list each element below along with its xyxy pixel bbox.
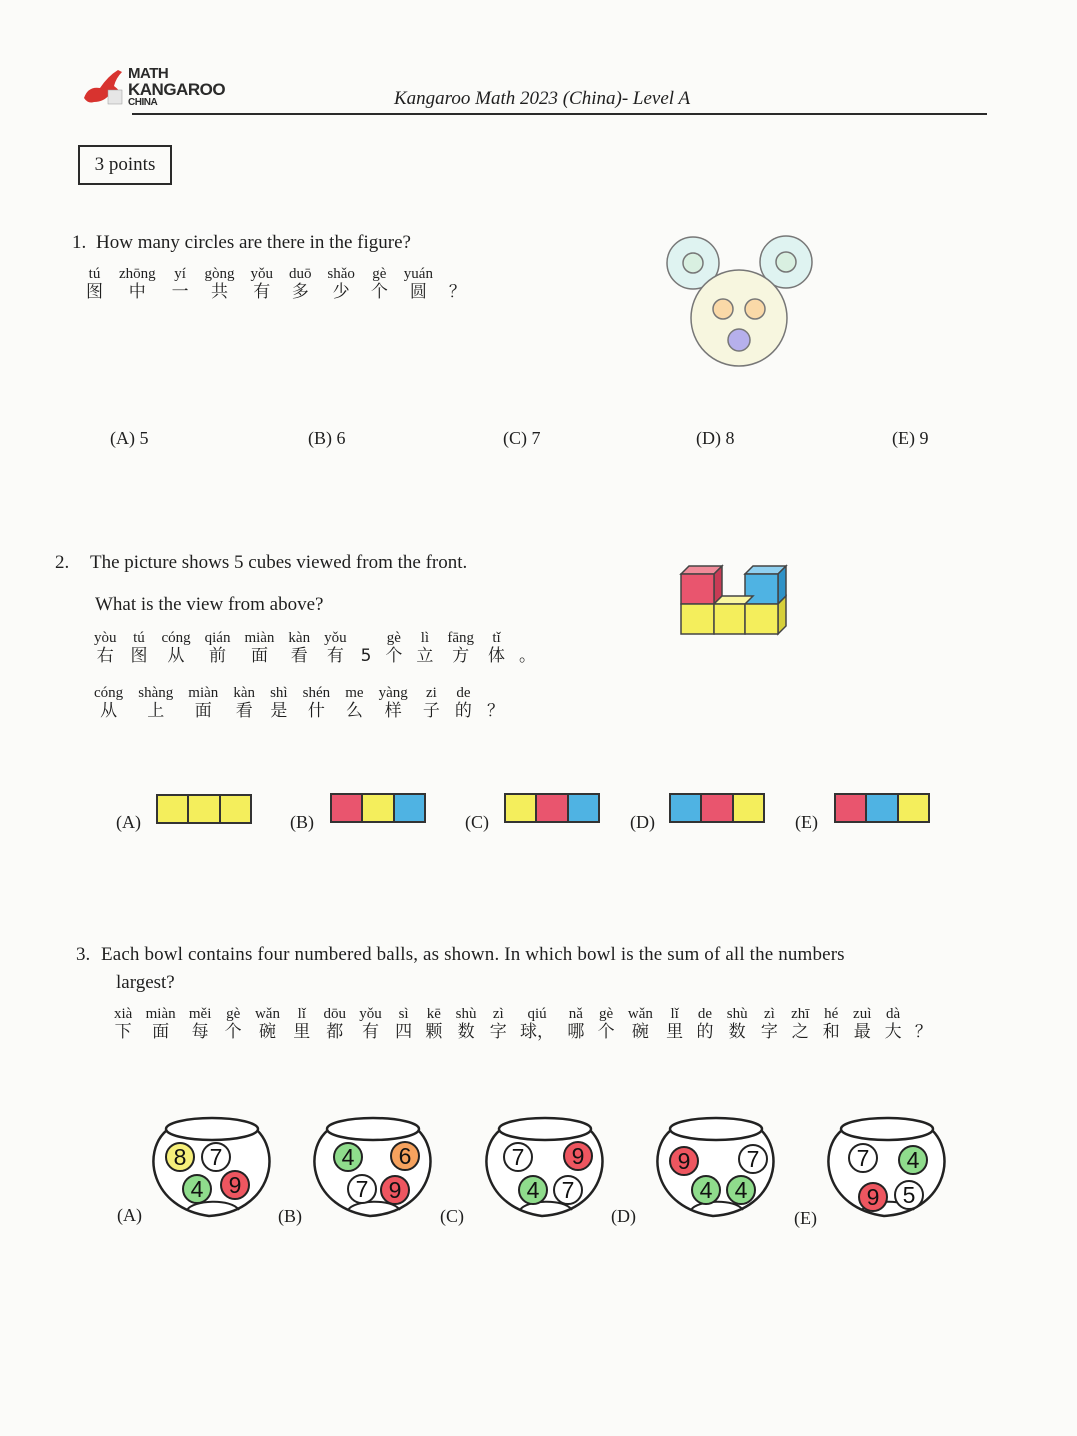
bowl-rim: [327, 1118, 419, 1140]
hanzi-character: 看: [290, 646, 308, 666]
pinyin-syllable: qián: [204, 630, 231, 646]
pinyin-syllable: nǎ: [568, 1006, 583, 1022]
hanzi-character: ？: [914, 1022, 932, 1042]
hanzi-character: 子: [422, 701, 440, 721]
pinyin-char: [161, 630, 190, 666]
q1-option[interactable]: [110, 428, 149, 449]
pinyin-char: [519, 630, 536, 666]
ball-number: 9: [388, 1177, 402, 1203]
pinyin-char: [288, 630, 310, 666]
cube-top-square: [569, 795, 598, 821]
pinyin-char: [189, 1006, 212, 1042]
pinyin-syllable: kàn: [233, 685, 256, 701]
pinyin-char: [915, 1006, 932, 1042]
bowl-rim: [670, 1118, 762, 1140]
header-divider: [132, 113, 987, 115]
pinyin-syllable: yǒu: [359, 1006, 382, 1022]
q3-option-letter[interactable]: (C): [440, 1206, 464, 1226]
hanzi-character: 每: [191, 1022, 209, 1042]
q3-bowl[interactable]: [147, 1112, 279, 1224]
pinyin-char: [423, 685, 440, 721]
hanzi-character: 个: [224, 1022, 242, 1042]
right-eye-circle: [745, 299, 765, 319]
q2-option-top-view[interactable]: [156, 794, 252, 824]
pinyin-syllable: shén: [302, 685, 331, 701]
pinyin-char: [449, 266, 466, 302]
hanzi-character: 碗: [631, 1022, 649, 1042]
pinyin-char: [205, 266, 235, 302]
hanzi-character: 里: [666, 1022, 684, 1042]
math-kangaroo-logo: [78, 64, 228, 110]
pinyin-syllable: yí: [174, 266, 186, 282]
cube-top-square: [332, 795, 363, 821]
ball-number: 7: [511, 1144, 525, 1170]
hanzi-character: 下: [114, 1022, 132, 1042]
pinyin-syllable: de: [697, 1006, 713, 1022]
bowl-rim: [499, 1118, 591, 1140]
hanzi-character: 体: [487, 646, 505, 666]
hanzi-character: 里: [293, 1022, 311, 1042]
pinyin-char: [487, 685, 504, 721]
q1-option[interactable]: [696, 428, 735, 449]
ball-number: 4: [734, 1177, 748, 1203]
q2-pinyin-line2: [94, 685, 504, 721]
pinyin-syllable: gòng: [204, 266, 235, 282]
q2-option-letter[interactable]: (C): [465, 812, 489, 832]
hanzi-character: 是: [270, 701, 288, 721]
ball-number: 4: [341, 1144, 355, 1170]
q2-text-line2: What is the view from above?: [95, 594, 324, 615]
bowl-rim: [166, 1118, 258, 1140]
pinyin-syllable: xià: [114, 1006, 133, 1022]
hanzi-character: 都: [326, 1022, 344, 1042]
hanzi-character: 图: [86, 282, 103, 302]
q3-bowl[interactable]: [480, 1112, 612, 1224]
ball-number: 5: [902, 1182, 916, 1208]
pinyin-char: [233, 685, 255, 721]
option-letter: (C): [503, 428, 527, 448]
pinyin-syllable: fāng: [447, 630, 474, 646]
hanzi-character: 碗: [258, 1022, 276, 1042]
cube-top-square: [867, 795, 898, 821]
hanzi-character: 图: [130, 646, 148, 666]
pinyin-char: [385, 630, 402, 666]
pinyin-char: [146, 1006, 176, 1042]
pinyin-char: [696, 1006, 713, 1042]
pinyin-char: [327, 266, 355, 302]
option-letter: (A): [110, 428, 135, 448]
pinyin-syllable: tú: [88, 266, 101, 282]
cube-top-square: [836, 795, 867, 821]
pinyin-syllable: zuì: [853, 1006, 872, 1022]
pinyin-syllable: shù: [455, 1006, 477, 1022]
q1-text: How many circles are there in the figure?: [96, 232, 411, 253]
pinyin-char: [666, 1006, 683, 1042]
pinyin-syllable: shǎo: [327, 266, 355, 282]
pinyin-char: [244, 630, 274, 666]
hanzi-character: 有: [362, 1022, 380, 1042]
pinyin-syllable: dōu: [323, 1006, 347, 1022]
q2-pinyin-line1: [94, 630, 536, 666]
pinyin-syllable: yàng: [378, 685, 408, 701]
pinyin-char: [885, 1006, 902, 1042]
pinyin-char: [205, 630, 231, 666]
ball-number: 7: [746, 1146, 760, 1172]
cube-top-square: [537, 795, 568, 821]
q3-text-line1: Each bowl contains four numbered balls, as shown. In which bowl is the sum of all the numbers: [101, 944, 845, 965]
logo-line-kangaroo: KANGAROO: [128, 80, 226, 99]
cube-top-square: [899, 795, 928, 821]
hanzi-character: 有: [326, 646, 344, 666]
pinyin-char: [490, 1006, 507, 1042]
cube-top-square: [734, 795, 763, 821]
hanzi-character: 字: [760, 1022, 778, 1042]
pinyin-syllable: yǒu: [324, 630, 347, 646]
mouth-circle: [728, 329, 750, 351]
pinyin-syllable: gè: [599, 1006, 614, 1022]
hanzi-character: 个: [370, 282, 388, 302]
hanzi-character: 前: [209, 646, 227, 666]
hanzi-character: 大: [884, 1022, 902, 1042]
hanzi-character: 多: [291, 282, 309, 302]
q1-option[interactable]: [308, 428, 346, 449]
pinyin-char: [456, 1006, 477, 1042]
cube-top-square: [158, 796, 189, 822]
pinyin-char: [628, 1006, 653, 1042]
cube-top-square: [189, 796, 220, 822]
pinyin-syllable: wǎn: [627, 1006, 653, 1022]
cube-top-square: [363, 795, 394, 821]
pinyin-syllable: zì: [492, 1006, 504, 1022]
pinyin-char: [404, 266, 433, 302]
hanzi-character: 球，: [520, 1022, 555, 1042]
cube-top-square: [671, 795, 702, 821]
pinyin-syllable: lǐ: [670, 1006, 679, 1022]
cubes-front-view-figure: [676, 560, 796, 640]
ball-number: 4: [906, 1147, 920, 1173]
pinyin-syllable: miàn: [244, 630, 275, 646]
pinyin-syllable: lǐ: [297, 1006, 306, 1022]
pinyin-char: [255, 1006, 280, 1042]
pinyin-char: [455, 685, 472, 721]
hanzi-character: ？: [448, 282, 466, 302]
pinyin-syllable: duō: [288, 266, 312, 282]
q2-option-top-view[interactable]: [669, 793, 765, 823]
option-letter: (E): [892, 428, 915, 448]
pinyin-char: [130, 630, 147, 666]
pinyin-char: [94, 685, 123, 721]
q2-option-top-view[interactable]: [504, 793, 600, 823]
hanzi-character: 数: [457, 1022, 475, 1042]
hanzi-character: 最: [853, 1022, 871, 1042]
pinyin-char: [94, 630, 117, 666]
pinyin-char: [114, 1006, 132, 1042]
pinyin-syllable: wǎn: [254, 1006, 280, 1022]
pinyin-syllable: shù: [726, 1006, 748, 1022]
pinyin-char: [293, 1006, 310, 1042]
pinyin-char: [361, 630, 372, 666]
hanzi-character: 。: [518, 646, 536, 666]
pinyin-syllable: de: [456, 685, 471, 701]
q3-number: 3.: [76, 944, 91, 965]
option-value: 7: [531, 428, 541, 448]
pinyin-char: [172, 266, 189, 302]
hanzi-character: 有: [253, 282, 271, 302]
pinyin-syllable: hé: [824, 1006, 839, 1022]
pinyin-char: [86, 266, 103, 302]
q2-option-top-view[interactable]: [834, 793, 930, 823]
hanzi-character: 从: [167, 646, 185, 666]
pinyin-char: [303, 685, 331, 721]
pinyin-syllable: zi: [425, 685, 437, 701]
pinyin-char: [447, 630, 474, 666]
pinyin-char: [395, 1006, 412, 1042]
pinyin-syllable: shì: [270, 685, 288, 701]
q2-option-letter[interactable]: (A): [116, 812, 141, 832]
option-value: 9: [919, 428, 929, 448]
pinyin-syllable: měi: [188, 1006, 212, 1022]
pinyin-syllable: zì: [763, 1006, 775, 1022]
option-value: 8: [725, 428, 735, 448]
pinyin-char: [791, 1006, 809, 1042]
hanzi-character: 方: [452, 646, 470, 666]
cube-top-square: [702, 795, 733, 821]
pinyin-syllable: gè: [386, 630, 401, 646]
q1-pinyin-line: [86, 266, 466, 302]
ball-number: 7: [856, 1145, 870, 1171]
pinyin-syllable: gè: [372, 266, 387, 282]
pinyin-char: [225, 1006, 242, 1042]
q1-number: 1.: [72, 232, 87, 253]
q3-bowl[interactable]: [651, 1112, 783, 1224]
pinyin-char: [761, 1006, 778, 1042]
option-letter: (B): [308, 428, 332, 448]
pinyin-syllable: zhī: [791, 1006, 810, 1022]
option-value: 5: [139, 428, 149, 448]
hanzi-character: 什: [307, 701, 325, 721]
hanzi-character: 和: [822, 1022, 840, 1042]
ball-number: 9: [677, 1148, 691, 1174]
hanzi-character: 哪: [567, 1022, 585, 1042]
q2-text-line1: The picture shows 5 cubes viewed from the front.: [90, 552, 468, 573]
points-section-label: 3 points: [78, 145, 172, 185]
hanzi-character: 圆: [409, 282, 427, 302]
q1-option[interactable]: [503, 428, 541, 449]
pinyin-char: [250, 266, 273, 302]
pinyin-char: [567, 1006, 584, 1042]
pinyin-syllable: zhōng: [118, 266, 156, 282]
pinyin-char: [345, 685, 363, 721]
pinyin-char: [371, 266, 388, 302]
q3-pinyin-line: [114, 1006, 932, 1042]
left-ear-inner-circle: [683, 253, 703, 273]
ball-number: 4: [190, 1176, 204, 1202]
hanzi-character: 么: [345, 701, 363, 721]
q3-bowl[interactable]: [308, 1112, 440, 1224]
q1-option[interactable]: [892, 428, 928, 449]
pinyin-char: [488, 630, 505, 666]
q3-option-letter[interactable]: (D): [611, 1206, 636, 1226]
hanzi-character: ？: [486, 701, 504, 721]
hanzi-character: 面: [194, 701, 212, 721]
ball-number: 6: [398, 1143, 412, 1169]
pinyin-syllable: me: [345, 685, 364, 701]
hanzi-character: 的: [454, 701, 472, 721]
logo-line-math: MATH: [128, 65, 169, 82]
pinyin-char: [324, 630, 347, 666]
cube-top-square: [221, 796, 250, 822]
ball-number: 7: [561, 1177, 575, 1203]
pinyin-char: [520, 1006, 554, 1042]
ball-number: 7: [209, 1144, 223, 1170]
pinyin-char: [138, 685, 173, 721]
pinyin-char: [270, 685, 288, 721]
pinyin-syllable: miàn: [145, 1006, 176, 1022]
pinyin-syllable: dà: [886, 1006, 901, 1022]
pinyin-syllable: kē: [426, 1006, 441, 1022]
hanzi-character: 数: [728, 1022, 746, 1042]
pinyin-syllable: cóng: [94, 685, 124, 701]
pinyin-syllable: gè: [226, 1006, 241, 1022]
ball-number: 9: [571, 1143, 585, 1169]
hanzi-character: 共: [211, 282, 229, 302]
pinyin-char: [425, 1006, 442, 1042]
hanzi-character: 样: [384, 701, 402, 721]
bowl-body: [314, 1130, 430, 1216]
q2-option-letter[interactable]: (B): [290, 812, 314, 832]
q3-bowl[interactable]: [822, 1112, 954, 1224]
pinyin-char: [823, 1006, 840, 1042]
hanzi-character: 个: [385, 646, 403, 666]
page-header-title: Kangaroo Math 2023 (China)- Level A: [394, 88, 691, 109]
option-letter: (D): [696, 428, 721, 448]
hanzi-character: 立: [416, 646, 434, 666]
q3-option-letter[interactable]: (E): [794, 1208, 817, 1228]
ball-number: 8: [173, 1144, 187, 1170]
hanzi-character: 一: [171, 282, 189, 302]
cube-top-square: [506, 795, 537, 821]
pinyin-char: [379, 685, 408, 721]
cube-top-square: [395, 795, 424, 821]
hanzi-character: 看: [235, 701, 253, 721]
q3-option-letter[interactable]: (B): [278, 1206, 302, 1226]
hanzi-character: 之: [791, 1022, 809, 1042]
pinyin-syllable: yǒu: [250, 266, 273, 282]
hanzi-character: 少: [332, 282, 350, 302]
q3-option-letter[interactable]: (A): [117, 1205, 142, 1225]
hanzi-character: 颗: [425, 1022, 443, 1042]
pinyin-char: [359, 1006, 382, 1042]
bowl-rim: [841, 1118, 933, 1140]
pinyin-syllable: sì: [398, 1006, 409, 1022]
q2-option-letter[interactable]: (D): [630, 812, 655, 832]
hanzi-character: 四: [395, 1022, 413, 1042]
mouse-circles-figure: [660, 234, 820, 374]
pinyin-char: [598, 1006, 615, 1042]
hanzi-character: 字: [489, 1022, 507, 1042]
ball-number: 4: [526, 1177, 540, 1203]
pinyin-char: [324, 1006, 347, 1042]
ball-number: 9: [866, 1184, 880, 1210]
pinyin-char: [416, 630, 433, 666]
ball-number: 7: [355, 1176, 369, 1202]
pinyin-char: [188, 685, 218, 721]
option-value: 6: [336, 428, 346, 448]
hanzi-character: 5: [360, 646, 372, 666]
hanzi-character: 中: [128, 282, 146, 302]
ball-number: 4: [699, 1177, 713, 1203]
pinyin-char: [119, 266, 156, 302]
pinyin-char: [727, 1006, 748, 1042]
hanzi-character: 面: [152, 1022, 170, 1042]
pinyin-syllable: qiú: [527, 1006, 547, 1022]
hanzi-character: 的: [696, 1022, 714, 1042]
hanzi-character: 从: [100, 701, 118, 721]
right-ear-inner-circle: [776, 252, 796, 272]
hanzi-character: 右: [96, 646, 114, 666]
pinyin-syllable: kàn: [288, 630, 311, 646]
q3-text-line2: largest?: [116, 972, 175, 993]
hanzi-character: 上: [147, 701, 165, 721]
logo-line-china: CHINA: [128, 97, 158, 108]
kangaroo-icon: [78, 64, 130, 110]
q2-option-letter[interactable]: (E): [795, 812, 818, 832]
hanzi-character: 个: [597, 1022, 615, 1042]
left-eye-circle: [713, 299, 733, 319]
pinyin-syllable: tǐ: [492, 630, 501, 646]
q2-option-top-view[interactable]: [330, 793, 426, 823]
q2-number: 2.: [55, 552, 70, 573]
pinyin-syllable: yuán: [403, 266, 433, 282]
pinyin-syllable: lì: [420, 630, 430, 646]
pinyin-char: [853, 1006, 871, 1042]
hanzi-character: 面: [250, 646, 268, 666]
ball-number: 9: [228, 1172, 242, 1198]
pinyin-syllable: yòu: [94, 630, 117, 646]
pinyin-syllable: cóng: [161, 630, 191, 646]
pinyin-syllable: shàng: [138, 685, 174, 701]
pinyin-syllable: miàn: [188, 685, 219, 701]
pinyin-char: [289, 266, 312, 302]
pinyin-syllable: tú: [133, 630, 145, 646]
